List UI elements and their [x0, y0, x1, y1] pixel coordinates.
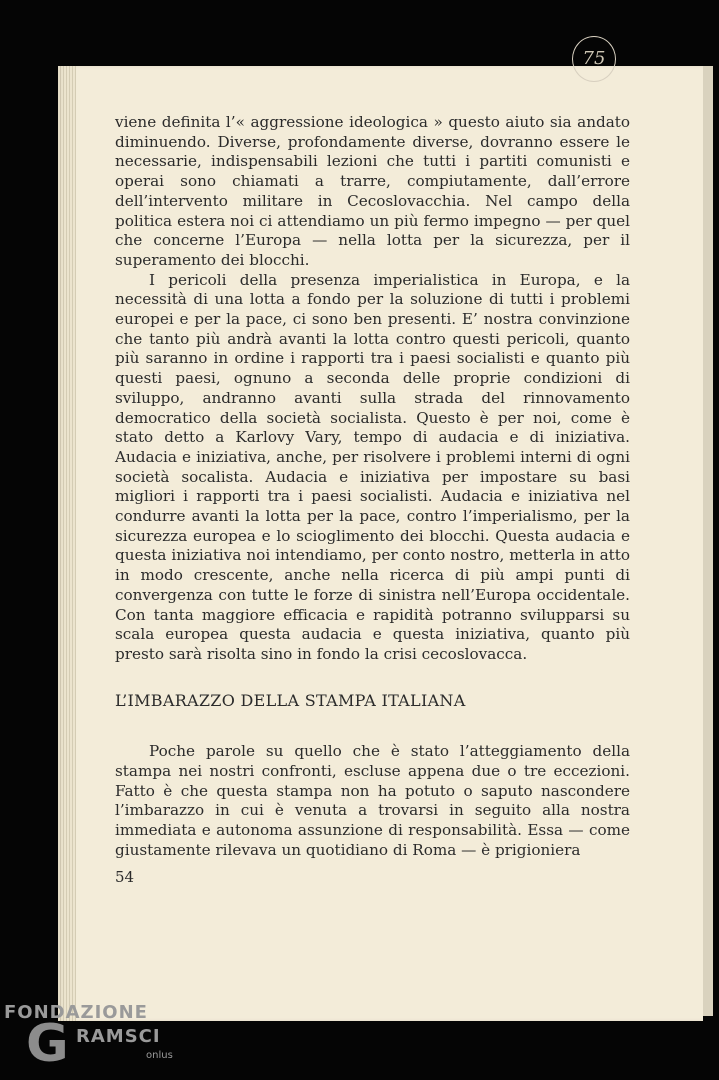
page-number: 54 — [115, 868, 135, 886]
paragraph-1: viene definita l’« aggressione ideologica » questo aiuto sia andato diminuendo. Diverse, profondamente diverse, dovranno essere le necessarie, indispensabili lezioni che tutti i partiti comunisti e operai sono chiamati a trarre, compiutamente, dall’errore dell’intervento militare in Cecoslovacchia. Nel campo della politica estera noi ci attendiamo un più fermo impegno — per quel che concerne l’Europa — nella lotta per la sicurezza, per il superamento dei blocchi. — [115, 113, 630, 269]
watermark-g-icon: G — [26, 1014, 69, 1074]
paragraph-2: I pericoli della presenza imperialistica in Europa, e la necessità di una lotta a fondo per la soluzione di tutti i problemi europei e per la pace, ci sono ben presenti. E’ nostra convinzione che tanto più andrà avanti la lotta contro questi pericoli, quanto più saranno in ordine i rapporti tra i paesi socialisti e quanto più questi paesi, ognuno a seconda delle proprie condizioni di sviluppo, andranno avanti sulla strada del rinnovamento democratico della società socialista. Questo è per noi, come è stato detto a Karlovy Vary, tempo di audacia e di iniziativa. Audacia e iniziativa, anche, per risolvere i problemi interni di ogni società socalista. Audacia e iniziativa per impostare su basi migliori i rapporti tra i paesi socialisti. Audacia e iniziativa nel condurre avanti la lotta per la pace, contro l’imperialismo, per la sicurezza europea e lo scioglimento dei blocchi. Questa audacia e questa iniziativa noi intendiamo, per conto nostro, metterla in atto in modo crescente, anche nella ricerca di più ampi punti di convergenza con tutte le forze di sinistra nell’Europa occidentale. Con tanta maggiore efficacia e rapidità potranno svilupparsi su scala europea questa audacia e questa iniziativa, quanto più presto sarà risolta sino in fondo la crisi cecoslovacca. — [115, 270, 630, 663]
page-edges — [58, 66, 76, 1021]
watermark-line2: RAMSCI — [76, 1026, 161, 1047]
paragraph-3: Poche parole su quello che è stato l’atteggiamento della stampa nei nostri confronti, escluse appena due o tre eccezioni. Fatto è che questa stampa non ha potuto o saputo nascondere l’imbarazzo in cui è venuta a trovarsi in seguito alla nostra immediata e autonoma assunzione di responsabilità. Essa — come giustamente rilevava un quotidiano di Roma — è prigioniera — [115, 742, 630, 859]
body-text — [115, 113, 630, 665]
watermark-suffix: onlus — [146, 1050, 173, 1061]
watermark-logo — [0, 1000, 190, 1080]
archive-stamp: 75 — [572, 36, 616, 82]
watermark-line1: FONDAZIONE — [4, 1002, 148, 1023]
body-text-2 — [115, 727, 630, 876]
section-heading: L’IMBARAZZO DELLA STAMPA ITALIANA — [115, 691, 466, 710]
